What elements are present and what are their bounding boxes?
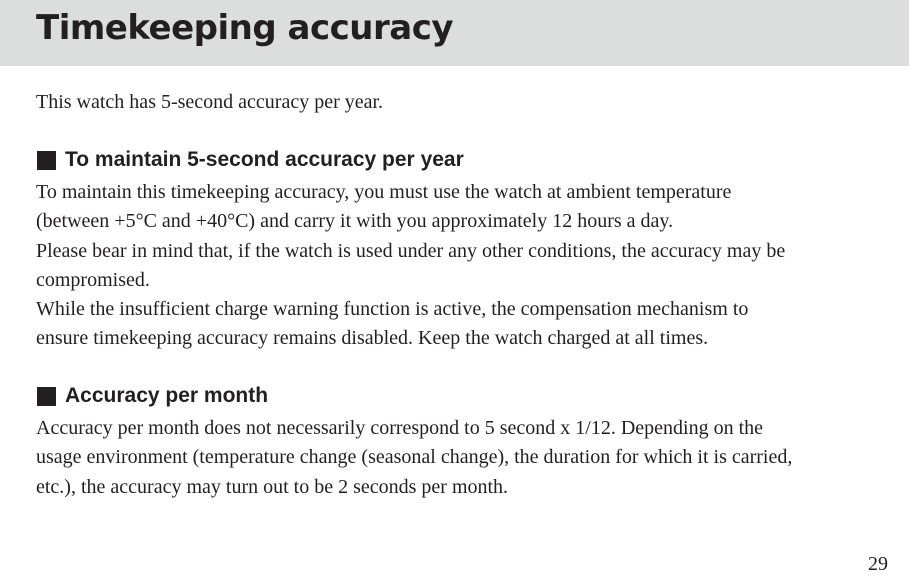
text-line: ensure timekeeping accuracy remains disabled. Keep the watch charged at all times.	[36, 327, 709, 350]
text-line: usage environment (temperature change (seasonal change), the duration for which it is carried,	[36, 446, 793, 469]
text-line: (between +5°C and +40°C) and carry it with you approximately 12 hours a day.	[36, 210, 674, 233]
section-body-accuracy-per-month	[36, 414, 886, 502]
text-line: Accuracy per month does not necessarily correspond to 5 second x 1/12. Depending on the	[36, 417, 764, 439]
title-bar	[0, 0, 909, 66]
section-heading-maintain-accuracy	[37, 146, 464, 174]
text-line: compromised.	[36, 268, 150, 291]
section-body-maintain-accuracy	[36, 178, 886, 354]
text-line: etc.), the accuracy may turn out to be 2 seconds per month.	[36, 475, 509, 498]
text-line: Please bear in mind that, if the watch is used under any other conditions, the accuracy may be	[36, 239, 786, 262]
intro-text: This watch has 5-second accuracy per year.	[36, 91, 384, 113]
square-bullet-icon	[37, 151, 56, 170]
text-line: To maintain this timekeeping accuracy, you must use the watch at ambient temperature	[36, 181, 732, 203]
paragraph	[36, 414, 886, 502]
square-bullet-icon	[37, 387, 56, 406]
paragraph	[36, 295, 886, 354]
page-title: Timekeeping accuracy	[36, 8, 454, 48]
paragraph	[36, 178, 886, 237]
section-heading-label: To maintain 5-second accuracy per year	[65, 148, 464, 171]
section-heading-accuracy-per-month	[37, 382, 268, 410]
paragraph	[36, 237, 886, 296]
page-number: 29	[868, 553, 888, 575]
text-line: While the insufficient charge warning function is active, the compensation mechanism to	[36, 298, 749, 321]
section-heading-label: Accuracy per month	[65, 384, 269, 407]
